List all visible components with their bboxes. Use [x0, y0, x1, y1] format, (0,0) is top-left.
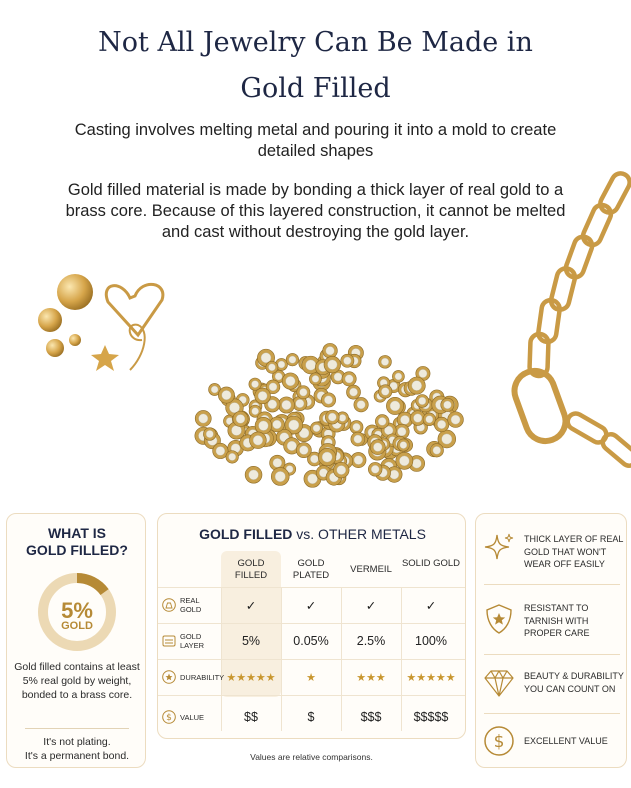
bezel-crystal [433, 446, 441, 454]
gold-bar-icon [162, 598, 176, 612]
bezel-crystal [299, 446, 308, 455]
bezel-crystal [343, 357, 351, 365]
bezel-crystal [390, 401, 400, 411]
dollar-coin-icon [482, 724, 516, 758]
bezel-crystal [418, 397, 425, 404]
not-plating-line2: It's a permanent bond. [24, 750, 130, 762]
bezel-crystal [451, 415, 460, 424]
bezel-crystal [206, 430, 213, 437]
bezel-crystal [345, 375, 353, 383]
row-divider [158, 623, 465, 624]
bezel-crystal [296, 399, 304, 407]
not-plating-line1: It's not plating. [43, 736, 111, 748]
cell-gold-layer-vermeil: 2.5% [356, 634, 386, 648]
bezel-crystal [282, 400, 291, 409]
row-divider [158, 659, 465, 660]
bezel-crystal [308, 474, 318, 484]
bezel-crystal [412, 459, 421, 468]
column-header-vermeil: VERMEIL [350, 564, 392, 575]
bezel-crystal [306, 360, 316, 370]
feature-text: RESISTANT TO TARNISH WITH PROPER CARE [524, 603, 590, 638]
bezel-charms-pile-image [182, 330, 472, 500]
bezel-crystal [289, 420, 299, 430]
row-label-real-gold [162, 590, 222, 620]
headline-line1: Not All Jewelry Can Be Made in [98, 27, 533, 58]
bezel-crystal [322, 452, 332, 462]
bezel-crystal [261, 353, 271, 363]
bezel-crystal [349, 388, 357, 396]
svg-text:$: $ [166, 713, 172, 724]
feature-tarnish [476, 588, 628, 648]
cell-gold-layer-gold-plated: 0.05% [293, 634, 329, 648]
cell-real-gold-gold-filled: ✓ [245, 598, 257, 613]
bezel-crystal [273, 420, 282, 429]
benefits-card [475, 513, 627, 768]
bezel-crystal [373, 443, 382, 452]
cell-durability-solid-gold: ★★★★★ [406, 671, 456, 684]
bezel-crystal [289, 356, 296, 363]
paperclip-chain-image [508, 170, 631, 470]
svg-text:$: $ [493, 732, 505, 752]
bezel-crystal [353, 423, 361, 431]
bezel-crystal [275, 471, 285, 481]
comparison-footnote: Values are relative comparisons. [250, 752, 373, 762]
bezel-crystal [371, 465, 379, 473]
bezel-crystal [300, 388, 308, 396]
bezel-crystal [211, 386, 218, 393]
cell-value-solid-gold: $$$$$ [413, 710, 449, 724]
bezel-crystal [354, 456, 363, 465]
row-label-durability [162, 662, 225, 692]
bezel-crystal [249, 470, 259, 480]
cell-real-gold-vermeil: ✓ [365, 598, 377, 613]
bezel-crystal [426, 416, 433, 423]
bezel-crystal [310, 455, 318, 463]
bezel-crystal [437, 420, 445, 428]
gold-filled-paragraph: Gold filled material is made by bonding a thick layer of real gold to a brass core. Because of this layered construction, it cannot be melted and cast without destroying the gold layer. [65, 181, 566, 241]
sparkle-icon [482, 532, 516, 566]
bezel-crystal [258, 391, 267, 400]
bezel-crystal [400, 442, 407, 449]
cell-durability-gold-filled: ★★★★★ [226, 671, 276, 684]
bezel-crystal [278, 361, 285, 368]
cell-value-gold-plated: $ [307, 710, 315, 724]
bezel-crystal [400, 415, 409, 424]
bezel-crystal [313, 425, 320, 432]
headline-line2: Gold Filled [240, 73, 391, 104]
comparison-title-bold: GOLD FILLED [199, 526, 293, 542]
bezel-crystal [390, 470, 399, 479]
bezel-crystal [199, 414, 208, 423]
row-label-text: DURABILITY [180, 672, 225, 682]
bezel-crystal [273, 458, 282, 467]
casting-paragraph: Casting involves melting metal and pouring it into a mold to create detailed shapes [74, 121, 557, 160]
what-is-heading [7, 525, 147, 559]
bezel-crystal [275, 373, 282, 380]
bezel-crystal [229, 403, 239, 413]
bezel-crystal [236, 414, 245, 423]
bezel-crystal [328, 413, 336, 421]
feature-text: BEAUTY & DURABILITY YOU CAN COUNT ON [524, 671, 624, 694]
not-plating-note [11, 735, 143, 763]
bezel-crystal [326, 346, 335, 355]
cell-gold-layer-solid-gold: 100% [415, 634, 447, 648]
bezel-crystal [442, 434, 452, 444]
bezel-crystal [229, 453, 236, 460]
gold-percentage-value: 5% [61, 598, 93, 623]
bezel-crystal [381, 358, 388, 365]
cell-real-gold-gold-plated: ✓ [305, 598, 317, 613]
badge-star-icon [162, 670, 176, 684]
bezel-crystal [412, 381, 422, 391]
bezel-crystal [444, 401, 452, 409]
bezel-crystal [334, 373, 342, 381]
bezel-crystal [328, 360, 338, 370]
row-label-text: VALUE [180, 712, 205, 722]
bezel-crystal [259, 421, 269, 431]
comparison-table-card [157, 513, 466, 739]
diamond-icon [482, 666, 516, 700]
bezel-crystal [381, 388, 389, 396]
dollar-coin-icon [162, 710, 176, 724]
row-label-value [162, 702, 222, 732]
bezel-crystal [252, 408, 259, 415]
comparison-title [158, 526, 467, 542]
row-divider [158, 587, 465, 588]
bezel-crystal [378, 417, 386, 425]
feature-text: THICK LAYER OF REAL GOLD THAT WON'T WEAR OFF EASILY [524, 534, 624, 569]
bezel-crystal [357, 401, 365, 409]
feature-text: EXCELLENT VALUE [524, 736, 608, 746]
column-header-gold-plated: GOLD PLATED [292, 558, 330, 581]
bezel-crystal [253, 435, 263, 445]
what-is-gold-filled-card [6, 513, 146, 768]
bezel-crystal [268, 364, 275, 371]
comparison-title-rest: vs. OTHER METALS [292, 526, 426, 542]
row-label-gold-layer [162, 626, 222, 656]
what-is-heading-line2: GOLD FILLED? [26, 542, 128, 558]
row-label-text: REAL GOLD [180, 596, 202, 614]
cell-value-vermeil: $$$ [360, 710, 382, 724]
feature-thick-layer [476, 518, 628, 578]
divider [25, 728, 129, 729]
bezel-crystal [413, 414, 422, 423]
divider [484, 584, 620, 585]
bezel-crystal [268, 400, 277, 409]
bezel-crystal [216, 446, 225, 455]
bezel-crystal [399, 456, 409, 466]
cell-durability-gold-plated: ★ [306, 671, 316, 684]
bezel-crystal [324, 396, 332, 404]
column-header-gold-filled: GOLD FILLED [234, 558, 268, 581]
bezel-crystal [222, 390, 231, 399]
cell-real-gold-solid-gold: ✓ [425, 598, 437, 613]
feature-excellent-value [476, 710, 628, 770]
bezel-crystal [339, 414, 346, 421]
bezel-crystal [354, 435, 362, 443]
feature-beauty-durability [476, 652, 628, 712]
shield-star-icon [482, 602, 516, 636]
gold-percentage-label: GOLD [61, 620, 93, 632]
cell-gold-layer-gold-filled: 5% [241, 634, 261, 648]
bezel-crystal [419, 369, 427, 377]
bezel-crystal [312, 375, 319, 382]
what-is-heading-line1: WHAT IS [47, 525, 107, 541]
gold-filled-description: Gold filled contains at least 5% real gold by weight, bonded to a brass core. [14, 661, 140, 701]
bezel-crystal [251, 381, 258, 388]
bezel-crystal [231, 425, 241, 435]
bezel-crystal [337, 466, 346, 475]
row-label-text: GOLD LAYER [180, 632, 205, 650]
bezel-crystal [398, 427, 407, 436]
gold-findings-image [30, 270, 180, 380]
column-header-solid-gold: SOLID GOLD [401, 558, 461, 569]
bezel-crystal [286, 376, 296, 386]
bezel-crystal [287, 441, 297, 451]
cell-value-gold-filled: $$ [244, 710, 258, 724]
bezel-crystal [395, 373, 402, 380]
row-divider [158, 695, 465, 696]
cell-durability-vermeil: ★★★ [356, 671, 386, 684]
layers-icon [162, 634, 176, 648]
bezel-crystal [269, 383, 277, 391]
